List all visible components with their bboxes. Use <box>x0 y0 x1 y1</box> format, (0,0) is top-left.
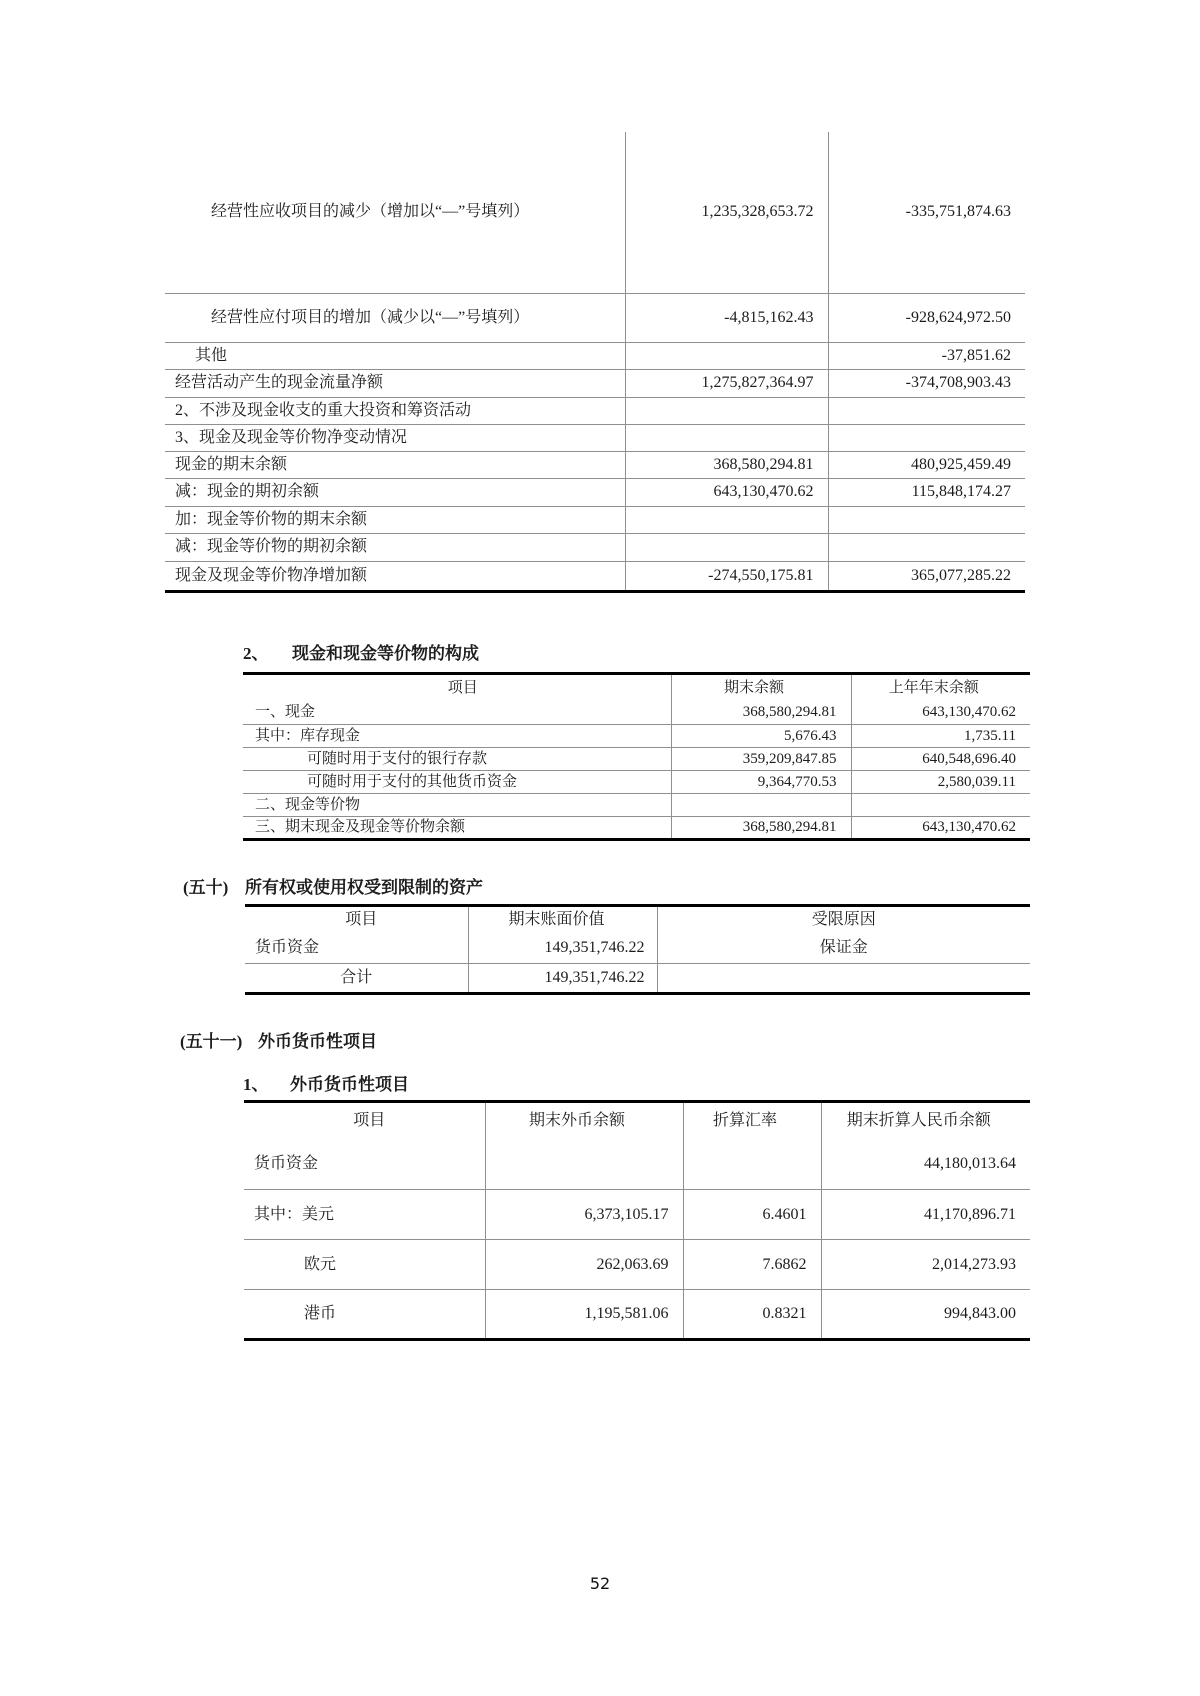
cell-current <box>625 533 828 561</box>
header-restriction-reason: 受限原因 <box>811 911 876 929</box>
section-title: 外币货币性项目 <box>258 1032 377 1051</box>
cell-reason <box>657 964 1030 994</box>
cell-current: -274,550,175.81 <box>625 561 828 591</box>
cell-prior: -928,624,972.50 <box>828 293 1025 342</box>
table-row <box>243 794 1030 817</box>
cell-rmb_balance: 2,014,273.93 <box>821 1240 1030 1290</box>
cell-prior <box>851 794 1030 817</box>
table-header-row <box>243 674 1030 702</box>
cell-ending: 9,364,770.53 <box>671 771 851 794</box>
subsection-heading-foreign-currency <box>243 1072 409 1098</box>
cell-current <box>625 506 828 533</box>
table-row <box>165 561 1025 591</box>
table-row <box>165 132 1025 293</box>
header-exchange-rate: 折算汇率 <box>683 1102 821 1140</box>
foreign-currency-table <box>244 1100 1030 1341</box>
table-row <box>243 702 1030 725</box>
cell-label: 货币资金 <box>245 934 468 964</box>
cell-fx_balance: 6,373,105.17 <box>485 1190 683 1240</box>
cell-label: 可随时用于支付的银行存款 <box>243 748 671 771</box>
cell-prior: 643,130,470.62 <box>922 819 1016 836</box>
header-item: 项目 <box>243 674 671 702</box>
section-title: 现金和现金等价物的构成 <box>292 644 479 663</box>
cell-prior: 115,848,174.27 <box>828 478 1025 506</box>
section-number: (五十) <box>183 878 229 897</box>
section-number: (五十一) <box>180 1032 243 1051</box>
cell-current: 643,130,470.62 <box>625 478 828 506</box>
cell-label: 合计 <box>245 964 468 994</box>
cell-ending <box>671 794 851 817</box>
cell-label: 经营活动产生的现金流量净额 <box>165 369 625 397</box>
cell-rmb_balance: 994,843.00 <box>944 1305 1016 1322</box>
restricted-assets-table <box>245 904 1030 995</box>
cell-value: 149,351,746.22 <box>468 964 657 994</box>
cell-label: 现金的期末余额 <box>165 451 625 478</box>
header-item: 项目 <box>245 906 468 934</box>
cell-label: 经营性应付项目的增加（减少以“—”号填列） <box>165 293 625 342</box>
table-row <box>165 342 1025 369</box>
cell-label: 经营性应收项目的减少（增加以“—”号填列） <box>165 132 625 293</box>
cell-label: 减：现金的期初余额 <box>165 478 625 506</box>
section-heading-restricted-assets <box>183 875 483 901</box>
cell-label: 三、期末现金及现金等价物余额 <box>243 817 671 840</box>
cell-prior: 1,735.11 <box>851 725 1030 748</box>
cell-prior <box>828 533 1025 561</box>
cash-flow-rows <box>165 132 1025 591</box>
header-carrying-value: 期末账面价值 <box>468 906 657 934</box>
foreign-currency-rows <box>244 1140 1030 1340</box>
cell-ending: 359,209,847.85 <box>671 748 851 771</box>
table-row <box>165 369 1025 397</box>
table-row <box>165 506 1025 533</box>
cash-composition-rows <box>243 702 1030 840</box>
cell-reason: 保证金 <box>657 934 1030 964</box>
cell-rate: 7.6862 <box>683 1240 821 1290</box>
table-header-row <box>244 1102 1030 1140</box>
cell-label: 港币 <box>244 1290 485 1340</box>
section-title: 所有权或使用权受到限制的资产 <box>245 878 483 897</box>
table-row <box>165 424 1025 451</box>
cell-label: 其他 <box>165 342 625 369</box>
cell-prior: 365,077,285.22 <box>911 566 1011 584</box>
subsection-number: 1、 <box>243 1075 269 1094</box>
cell-label: 加：现金等价物的期末余额 <box>165 506 625 533</box>
cell-label: 二、现金等价物 <box>243 794 671 817</box>
cell-label: 减：现金等价物的期初余额 <box>165 533 625 561</box>
cell-prior: -37,851.62 <box>828 342 1025 369</box>
table-row <box>165 533 1025 561</box>
cash-composition-table <box>243 672 1030 841</box>
cell-rate <box>683 1140 821 1190</box>
cell-prior: -335,751,874.63 <box>828 132 1025 293</box>
cell-label: 欧元 <box>244 1240 485 1290</box>
cell-prior: 643,130,470.62 <box>851 702 1030 725</box>
cell-current <box>625 424 828 451</box>
table-row <box>165 478 1025 506</box>
table-row <box>244 1240 1030 1290</box>
cell-current <box>625 397 828 424</box>
cell-fx_balance: 1,195,581.06 <box>485 1290 683 1340</box>
cell-ending: 368,580,294.81 <box>671 817 851 840</box>
cell-rate: 6.4601 <box>683 1190 821 1240</box>
cell-label: 其中：库存现金 <box>243 725 671 748</box>
header-fx-balance: 期末外币余额 <box>485 1102 683 1140</box>
cell-prior <box>828 424 1025 451</box>
table-row <box>165 293 1025 342</box>
cell-current: 1,235,328,653.72 <box>625 132 828 293</box>
section-heading-foreign-currency <box>180 1029 377 1055</box>
table-row <box>243 817 1030 840</box>
cell-prior: 480,925,459.49 <box>828 451 1025 478</box>
cell-rmb_balance: 44,180,013.64 <box>821 1140 1030 1190</box>
table-row <box>243 748 1030 771</box>
cell-ending: 368,580,294.81 <box>671 702 851 725</box>
header-ending-balance: 期末余额 <box>671 674 851 702</box>
cell-current: -4,815,162.43 <box>625 293 828 342</box>
table-row <box>165 451 1025 478</box>
cell-label: 3、现金及现金等价物净变动情况 <box>165 424 625 451</box>
cell-prior: 2,580,039.11 <box>851 771 1030 794</box>
table-row <box>243 725 1030 748</box>
cell-prior: 640,548,696.40 <box>851 748 1030 771</box>
cell-current <box>625 342 828 369</box>
page-number: 52 <box>589 1574 611 1593</box>
cell-label: 一、现金 <box>243 702 671 725</box>
cell-fx_balance <box>485 1140 683 1190</box>
header-item: 项目 <box>244 1102 485 1140</box>
cell-prior <box>828 397 1025 424</box>
table-row <box>244 1140 1030 1190</box>
cell-rate: 0.8321 <box>683 1290 821 1340</box>
cell-value: 149,351,746.22 <box>468 934 657 964</box>
table-row <box>245 934 1030 964</box>
table-row <box>165 397 1025 424</box>
cell-label: 货币资金 <box>244 1140 485 1190</box>
table-header-row <box>245 906 1030 934</box>
table-row <box>244 1290 1030 1340</box>
table-row <box>244 1190 1030 1240</box>
header-rmb-balance: 期末折算人民币余额 <box>846 1112 991 1130</box>
section-heading-cash-composition <box>243 641 479 667</box>
cell-label: 2、不涉及现金收支的重大投资和筹资活动 <box>165 397 625 424</box>
cell-ending: 5,676.43 <box>671 725 851 748</box>
cell-label: 现金及现金等价物净增加额 <box>165 561 625 591</box>
cell-fx_balance: 262,063.69 <box>485 1240 683 1290</box>
restricted-assets-rows <box>245 934 1030 994</box>
table-row <box>245 964 1030 994</box>
header-prior-year-balance: 上年年末余额 <box>888 679 979 696</box>
cell-prior <box>828 506 1025 533</box>
cell-rmb_balance: 41,170,896.71 <box>821 1190 1030 1240</box>
cell-label: 可随时用于支付的其他货币资金 <box>243 771 671 794</box>
cell-prior: -374,708,903.43 <box>828 369 1025 397</box>
cash-flow-statement-tail-table <box>165 132 1025 593</box>
cell-label: 其中：美元 <box>244 1190 485 1240</box>
section-number: 2、 <box>243 644 269 663</box>
table-row <box>243 771 1030 794</box>
cell-current: 1,275,827,364.97 <box>625 369 828 397</box>
subsection-title: 外币货币性项目 <box>290 1075 409 1094</box>
cell-current: 368,580,294.81 <box>625 451 828 478</box>
